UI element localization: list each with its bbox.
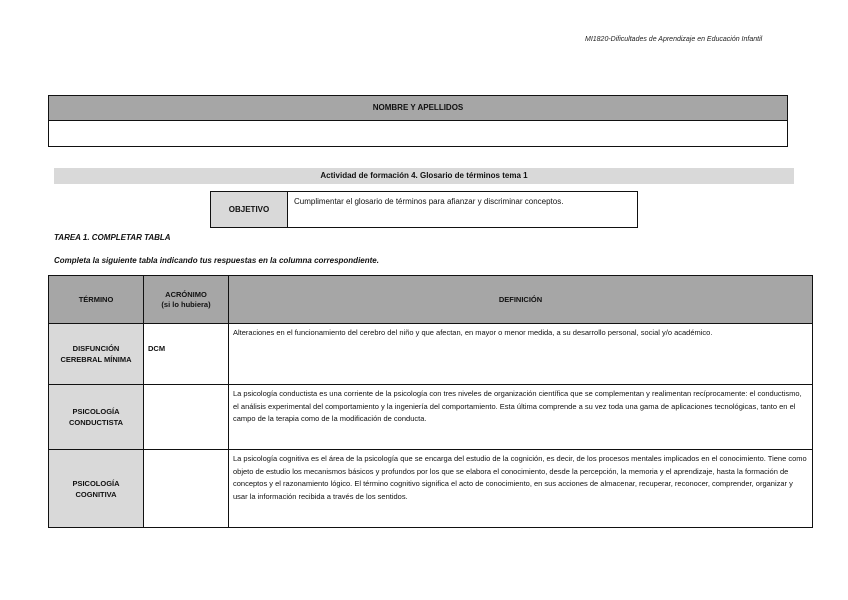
- table-row: [49, 450, 813, 528]
- objective-box: [210, 191, 638, 228]
- term-line: PSICOLOGÍA: [72, 478, 120, 488]
- name-input-field[interactable]: [49, 121, 787, 146]
- term-line: DISFUNCIÓN: [72, 344, 120, 353]
- glossary-table: [48, 275, 813, 528]
- objective-text: Cumplimentar el glosario de términos para afianzar y discriminar conceptos.: [294, 197, 564, 206]
- term-line: CEREBRAL MÍNIMA: [60, 355, 132, 364]
- task-instructions: Completa la siguiente tabla indicando tus respuestas en la columna correspondiente.: [54, 256, 379, 265]
- objective-label: OBJETIVO: [211, 192, 288, 227]
- header-acronym-title: ACRÓNIMO: [165, 289, 207, 299]
- name-section: [48, 95, 788, 147]
- term-cell: [49, 450, 144, 528]
- term-cell: [49, 385, 144, 450]
- name-section-title: NOMBRE Y APELLIDOS: [49, 96, 787, 121]
- acronym-cell[interactable]: [144, 450, 229, 528]
- header-acronym-note: (si lo hubiera): [161, 299, 211, 309]
- activity-title: Actividad de formación 4. Glosario de términos tema 1: [54, 168, 794, 184]
- table-header-row: [49, 276, 813, 324]
- definition-cell[interactable]: Alteraciones en el funcionamiento del cerebro del niño y que afectan, en mayor o menor medida, a su desarrollo personal, social y/o académico.: [229, 324, 813, 385]
- header-definition: DEFINICIÓN: [229, 276, 813, 324]
- definition-cell[interactable]: La psicología cognitiva es el área de la psicología que se encarga del estudio de la cognición, es decir, de los procesos mentales implicados en el conocimiento. Tiene como objeto de estudio los mecanismos básicos y profundos por los que se elabora el conocimiento, desde la percepción, la memoria y el aprendizaje, hasta la formación de conceptos y el razonamiento lógico. El término cognitivo significa el acto de conocimiento, en sus acciones de almacenar, recuperar, reconocer, comprender, organizar y usar la información recibida a través de los sentidos.: [229, 450, 813, 528]
- term-line: COGNITIVA: [75, 489, 117, 499]
- term-cell: [49, 324, 144, 385]
- task-title: TAREA 1. COMPLETAR TABLA: [54, 233, 171, 242]
- document-header: MI1820-Dificultades de Aprendizaje en Educación Infantil: [585, 36, 763, 43]
- acronym-cell[interactable]: DCM: [144, 324, 229, 385]
- term-line: CONDUCTISTA: [68, 418, 124, 427]
- table-row: [49, 385, 813, 450]
- header-term: TÉRMINO: [49, 276, 144, 324]
- header-acronym: [144, 276, 229, 324]
- table-row: [49, 324, 813, 385]
- acronym-cell[interactable]: [144, 385, 229, 450]
- definition-cell[interactable]: La psicología conductista es una corriente de la psicología con tres niveles de organización científica que se complementan y realimentan recíprocamente: el conductismo, el análisis experimental del comportamiento y la ingeniería del comportamiento. Esta última comprende a su vez toda una gama de aplicaciones tecnológicas, tanto en el campo de la terapia como de la modificación de conducta.: [229, 385, 813, 450]
- term-line: PSICOLOGÍA: [72, 407, 120, 416]
